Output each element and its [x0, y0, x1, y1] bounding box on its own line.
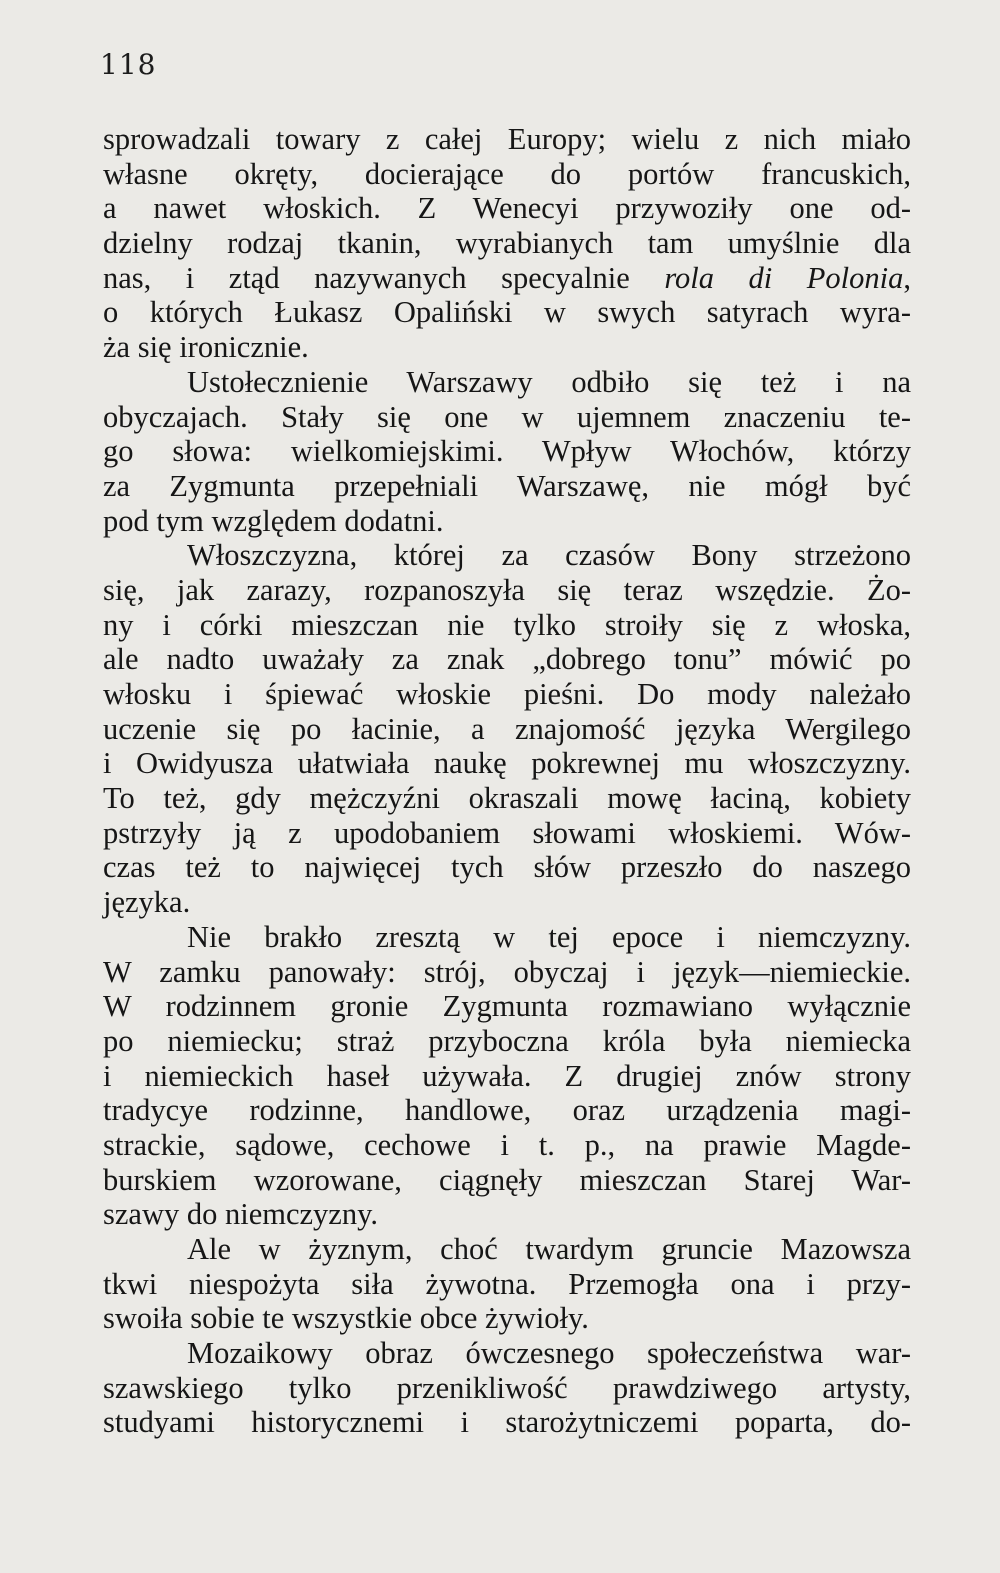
text-line [103, 989, 911, 1024]
line-text: pstrzyły ją z upodobaniem słowami włoskiemi. Wów- [103, 815, 911, 850]
line-text: szawskiego tylko przenikliwość prawdziwego artysty, [103, 1370, 911, 1405]
line-text: burskiem wzorowane, ciągnęły mieszczan Starej War- [103, 1162, 911, 1197]
line-text: sprowadzali towary z całej Europy; wielu z nich miało [103, 122, 911, 156]
text-line [103, 261, 911, 296]
line-text: Nie brakło zresztą w tej epoce i niemczyzny. [187, 919, 911, 954]
line-text: Ustołecznienie Warszawy odbiło się też i na [187, 364, 911, 399]
line-text: tkwi niespożyta siła żywotna. Przemogła ona i przy- [103, 1266, 911, 1301]
text-line [103, 191, 911, 226]
text-line [103, 885, 911, 920]
text-line [103, 1267, 911, 1302]
line-text: szawy do niemczyzny. [103, 1197, 378, 1232]
line-text: Ale w żyznym, choć twardym gruncie Mazowsza [187, 1232, 911, 1266]
line-text: strackie, sądowe, cechowe i t. p., na prawie Magde- [103, 1127, 911, 1162]
text-line [103, 538, 911, 573]
text-line [103, 1371, 911, 1406]
text-line [103, 746, 911, 781]
italic-phrase: rola di Polonia [664, 260, 904, 295]
line-text: obyczajach. Stały się one w ujemnem znaczeniu te- [103, 399, 911, 434]
text-line [103, 850, 911, 885]
line-text: To też, gdy mężczyźni okraszali mowę łaciną, kobiety [103, 781, 911, 816]
line-text: Włoszczyzna, której za czasów Bony strzeżono [187, 538, 911, 573]
text-line [103, 920, 911, 955]
line-text: uczenie się po łacinie, a znajomość języka Wergilego [103, 711, 911, 746]
text-line [103, 365, 911, 400]
line-text: ża się ironicznie. [103, 330, 309, 365]
line-text: , [903, 260, 911, 295]
text-line [103, 295, 911, 330]
line-text: i Owidyusza ułatwiała naukę pokrewnej mu włoszczyzny. [103, 746, 911, 781]
line-text: o których Łukasz Opaliński w swych satyrach wyra- [103, 295, 911, 330]
line-text: czas też to najwięcej tych słów przeszło do naszego [103, 850, 911, 885]
text-line [103, 1301, 911, 1336]
text-line [103, 1163, 911, 1198]
line-text: języka. [103, 885, 191, 920]
text-line [103, 226, 911, 261]
text-line [103, 1336, 911, 1371]
text-line [103, 1024, 911, 1059]
line-text: za Zygmunta przepełniali Warszawę, nie mógł być [103, 468, 911, 503]
text-line [103, 1405, 911, 1440]
line-text: swoiła sobie te wszystkie obce żywioły. [103, 1301, 589, 1336]
text-line [103, 1197, 911, 1232]
text-line [103, 469, 911, 504]
text-line [103, 157, 911, 192]
text-line [103, 434, 911, 469]
text-line [103, 1059, 911, 1094]
text-line [103, 573, 911, 608]
line-text: ale nadto uważały za znak „dobrego tonu” mówić po [103, 642, 911, 677]
line-text: dzielny rodzaj tkanin, wyrabianych tam umyślnie dla [103, 226, 911, 261]
line-text: się, jak zarazy, rozpanoszyła się teraz wszędzie. Żo- [103, 572, 911, 607]
line-text: ny i córki mieszczan nie tylko stroiły się z włoska, [103, 607, 911, 642]
body-text [103, 122, 911, 1440]
text-line [103, 781, 911, 816]
page-number: 118 [100, 48, 157, 81]
line-text: własne okręty, docierające do portów francuskich, [103, 156, 911, 191]
text-line [103, 642, 911, 677]
text-line [103, 504, 911, 539]
line-text: nas, i ztąd nazywanych specyalnie [103, 260, 665, 295]
text-line [103, 330, 911, 365]
text-line [103, 122, 911, 157]
line-text: a nawet włoskich. Z Wenecyi przywoziły one od- [103, 191, 911, 226]
line-text: W rodzinnem gronie Zygmunta rozmawiano wyłącznie [103, 989, 911, 1024]
text-line [103, 955, 911, 990]
line-text: go słowa: wielkomiejskimi. Wpływ Włochów, którzy [103, 434, 911, 469]
text-line [103, 400, 911, 435]
line-text: i niemieckich haseł używała. Z drugiej znów strony [103, 1058, 911, 1093]
line-text: tradycye rodzinne, handlowe, oraz urządzenia magi- [103, 1093, 911, 1128]
text-line [103, 608, 911, 643]
text-line [103, 816, 911, 851]
text-line [103, 1232, 911, 1267]
line-text: włosku i śpiewać włoskie pieśni. Do mody należało [103, 677, 911, 711]
line-text: po niemiecku; straż przyboczna króla była niemiecka [103, 1023, 911, 1058]
text-line [103, 1093, 911, 1128]
text-line [103, 677, 911, 712]
line-text: pod tym względem dodatni. [103, 503, 444, 538]
line-text: Mozaikowy obraz ówczesnego społeczeństwa war- [187, 1336, 911, 1371]
line-text: W zamku panowały: strój, obyczaj i język—niemieckie. [103, 954, 911, 989]
text-line [103, 1128, 911, 1163]
line-text: studyami historycznemi i starożytniczemi poparta, do- [103, 1405, 911, 1440]
text-line [103, 712, 911, 747]
